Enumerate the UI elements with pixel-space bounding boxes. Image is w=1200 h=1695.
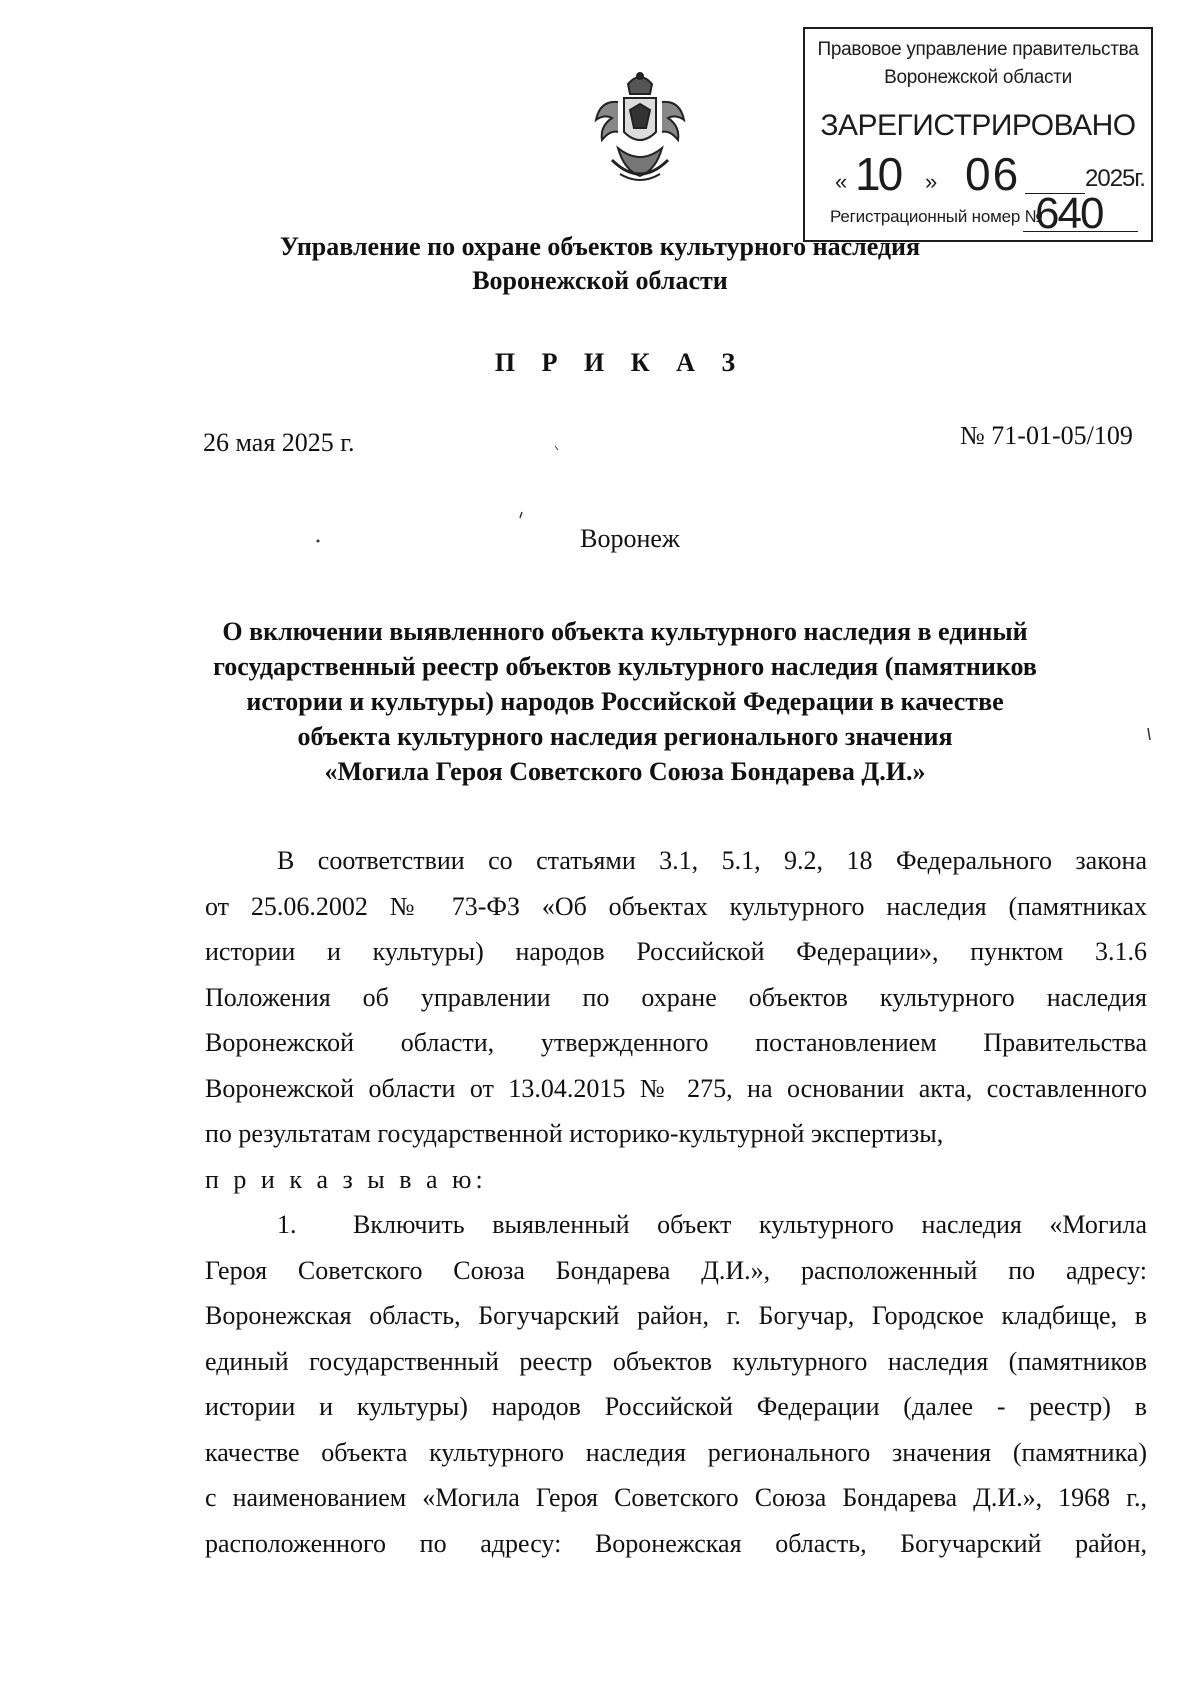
body-line: Героя Советского Союза Бондарева Д.И.», расположенный по адресу:	[205, 1255, 1147, 1285]
body-line: расположенного по адресу: Воронежская область, Богучарский район,	[205, 1528, 1147, 1558]
body-line: качестве объекта культурного наследия регионального значения (памятника)	[205, 1437, 1147, 1467]
body-line: по результатам государственной историко-культурной экспертизы,	[205, 1119, 944, 1148]
subject-line: «Могила Героя Советского Союза Бондарева Д.И.»	[324, 757, 926, 786]
document-date: 26 мая 2025 г.	[203, 428, 355, 457]
body-line: единый государственный реестр объектов культурного наследия (памятников	[205, 1346, 1147, 1376]
organization-name-line2: Воронежской области	[472, 266, 728, 295]
stamp-year: 2025г.	[1085, 165, 1145, 192]
body-line: Положения об управлении по охране объектов культурного наследия	[205, 982, 1147, 1012]
organization-name-line1: Управление по охране объектов культурного наследия	[279, 232, 921, 261]
stamp-registered-label: ЗАРЕГИСТРИРОВАНО	[820, 109, 1136, 142]
body-line: В соответствии со статьями 3.1, 5.1, 9.2, 18 Федерального закона	[277, 846, 1147, 875]
body-line: от 25.06.2002 № 73-ФЗ «Об объектах культурного наследия (памятниках	[205, 891, 1147, 921]
stamp-reg-number-handwritten: 640	[1035, 189, 1103, 238]
item-1-first-line	[205, 1202, 1147, 1248]
item-1-number: 1.	[277, 1210, 297, 1239]
subject-line: О включении выявленного объекта культурного наследия в единый	[222, 617, 1028, 646]
document-number: № 71-01-05/109	[960, 421, 1133, 450]
body-line: Включить выявленный объект культурного наследия «Могила	[353, 1210, 1147, 1239]
document-subject	[190, 614, 1060, 789]
document-body	[205, 838, 1147, 1566]
subject-line: объекта культурного наследия регионального значения	[297, 722, 953, 751]
stamp-reg-label: Регистрационный номер №	[830, 207, 1043, 226]
stamp-authority-line2: Воронежской области	[884, 67, 1072, 88]
body-line: Воронежской области от 13.04.2015 № 275, на основании акта, составленного	[205, 1073, 1147, 1103]
subject-line: государственный реестр объектов культурного наследия (памятников	[213, 652, 1037, 681]
order-word: п р и к а з ы в а ю:	[205, 1164, 487, 1194]
subject-line: истории и культуры) народов Российской Федерации в качестве	[246, 687, 1004, 716]
stamp-day-handwritten: 10	[855, 148, 901, 200]
stamp-quote-close: »	[925, 169, 938, 194]
stamp-quote-open: «	[835, 169, 848, 194]
stamp-month-handwritten: 06	[965, 148, 1021, 200]
body-line: с наименованием «Могила Героя Советского Союза Бондарева Д.И.», 1968 г.,	[205, 1483, 1147, 1512]
body-line: Воронежская область, Богучарский район, г. Богучар, Городское кладбище, в	[205, 1301, 1147, 1330]
body-line: истории и культуры) народов Российской Федерации», пунктом 3.1.6	[205, 937, 1147, 966]
coat-of-arms-emblem	[590, 70, 690, 188]
body-line: истории и культуры) народов Российской Федерации (далее - реестр) в	[205, 1392, 1147, 1421]
stamp-authority-line1: Правовое управление правительства	[817, 39, 1139, 60]
document-city: Воронеж	[580, 524, 680, 553]
body-line: Воронежской области, утвержденного постановлением Правительства	[205, 1028, 1147, 1057]
document-type-title: П Р И К А З	[494, 348, 746, 377]
registration-stamp	[803, 27, 1153, 242]
